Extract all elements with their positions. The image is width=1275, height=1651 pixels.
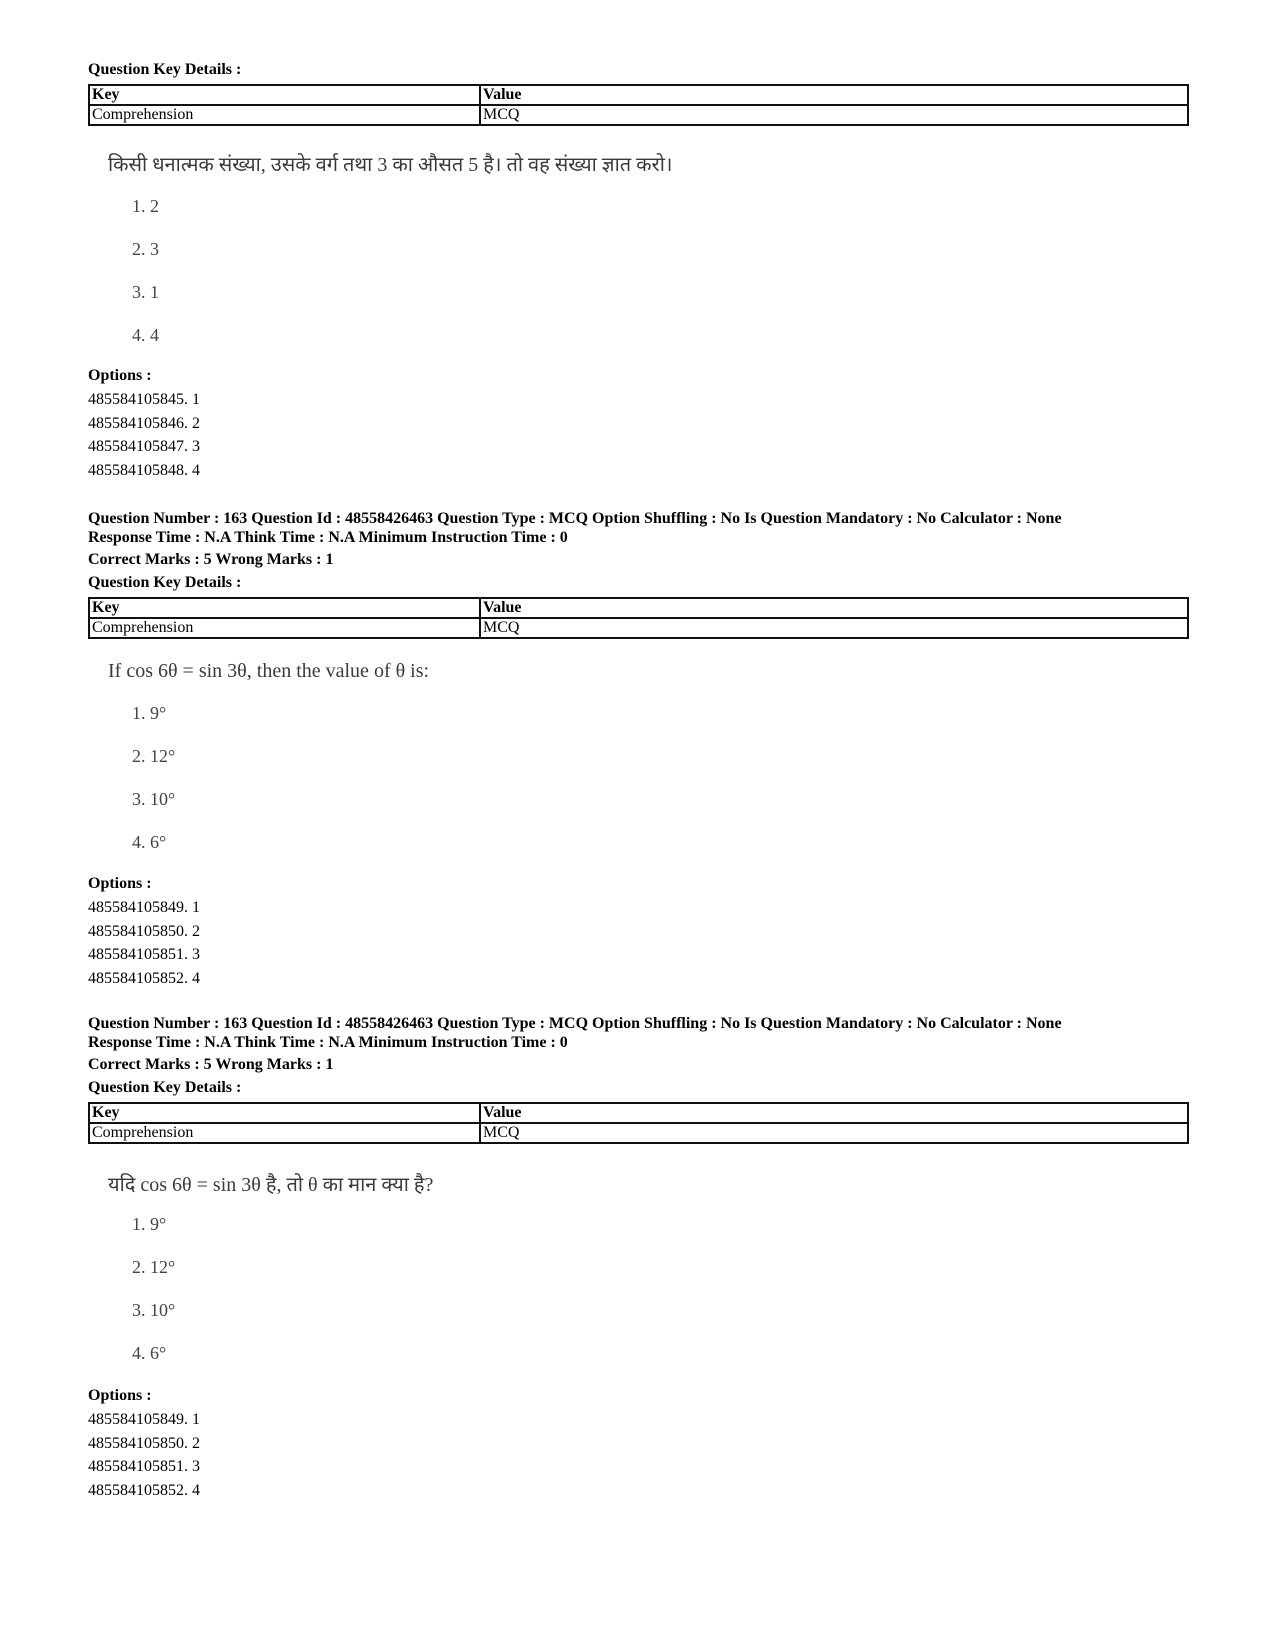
question-meta-line: Question Number : 163 Question Id : 48558426463 Question Type : MCQ Option Shuffling : No Is Question Mandatory : No Calculator : None [88,1015,1062,1032]
question-3-options [88,1384,1188,1502]
question-1-choice-1: 1. 2 [132,196,159,216]
question-marks: Correct Marks : 5 Wrong Marks : 1 [88,1056,334,1073]
option-id: 485584105850. 2 [88,922,200,940]
table-header-value: Value [480,85,1188,105]
question-2-choice-4: 4. 6° [132,832,167,852]
question-1-choice-4: 4. 4 [132,325,159,345]
question-3-text: यदि cos 6θ = sin 3θ है, तो θ का मान क्या है? [108,1174,434,1196]
option-id: 485584105851. 3 [88,1458,200,1475]
option-id: 485584105852. 4 [88,1481,200,1499]
option-id: 485584105848. 4 [88,461,200,479]
table-header-row [89,598,1188,618]
table-header-key: Key [89,1103,480,1123]
table-header-key: Key [89,85,480,105]
options-label: Options : [88,1387,152,1404]
question-3-choice-4: 4. 6° [132,1343,167,1363]
table-header-key: Key [89,598,480,618]
table-cell-key: Comprehension [89,105,480,125]
question-marks: Correct Marks : 5 Wrong Marks : 1 [88,551,334,568]
question-1-text: किसी धनात्मक संख्या, उसके वर्ग तथा 3 का औसत 5 है। तो वह संख्या ज्ञात करो। [108,154,673,176]
table-cell-value: MCQ [480,1123,1188,1143]
table-row [89,1123,1188,1143]
option-id: 485584105847. 3 [88,438,200,455]
question-3-header [88,1014,1188,1144]
option-id: 485584105849. 1 [88,899,200,916]
question-1-choice-2: 2. 3 [132,239,159,259]
table-cell-value: MCQ [480,618,1188,638]
key-details-label: Question Key Details : [88,1079,242,1096]
question-2-choice-3: 3. 10° [132,789,176,809]
question-2-choice-1: 1. 9° [132,703,167,723]
question-1-options [88,364,1188,482]
option-id: 485584105846. 2 [88,414,200,432]
question-2-text: If cos 6θ = sin 3θ, then the value of θ is: [108,660,430,682]
options-label: Options : [88,875,152,892]
table-header-row [89,85,1188,105]
key-details-label: Question Key Details : [88,61,242,78]
question-3-choice-3: 3. 10° [132,1300,176,1320]
table-cell-key: Comprehension [89,1123,480,1143]
question-timing-line: Response Time : N.A Think Time : N.A Minimum Instruction Time : 0 [88,1034,568,1051]
table-cell-key: Comprehension [89,618,480,638]
table-header-value: Value [480,1103,1188,1123]
options-label: Options : [88,367,152,384]
table-cell-value: MCQ [480,105,1188,125]
table-header-value: Value [480,598,1188,618]
question-meta-line: Question Number : 163 Question Id : 48558426463 Question Type : MCQ Option Shuffling : No Is Question Mandatory : No Calculator : None [88,510,1062,527]
key-details-label: Question Key Details : [88,574,242,591]
question-1-key-details [88,60,1188,126]
key-value-table [88,1102,1189,1144]
option-id: 485584105849. 1 [88,1411,200,1428]
key-value-table [88,84,1189,126]
option-id: 485584105851. 3 [88,946,200,963]
option-id: 485584105852. 4 [88,969,200,987]
question-2-choice-2: 2. 12° [132,746,176,766]
option-id: 485584105845. 1 [88,391,200,408]
question-timing-line: Response Time : N.A Think Time : N.A Minimum Instruction Time : 0 [88,529,568,546]
question-3-choice-1: 1. 9° [132,1214,167,1234]
table-header-row [89,1103,1188,1123]
question-3-choice-2: 2. 12° [132,1257,176,1277]
question-1-choice-3: 3. 1 [132,282,159,302]
table-row [89,105,1188,125]
table-row [89,618,1188,638]
option-id: 485584105850. 2 [88,1434,200,1452]
key-value-table [88,597,1189,639]
question-2-options [88,872,1188,990]
question-2-header [88,509,1188,639]
